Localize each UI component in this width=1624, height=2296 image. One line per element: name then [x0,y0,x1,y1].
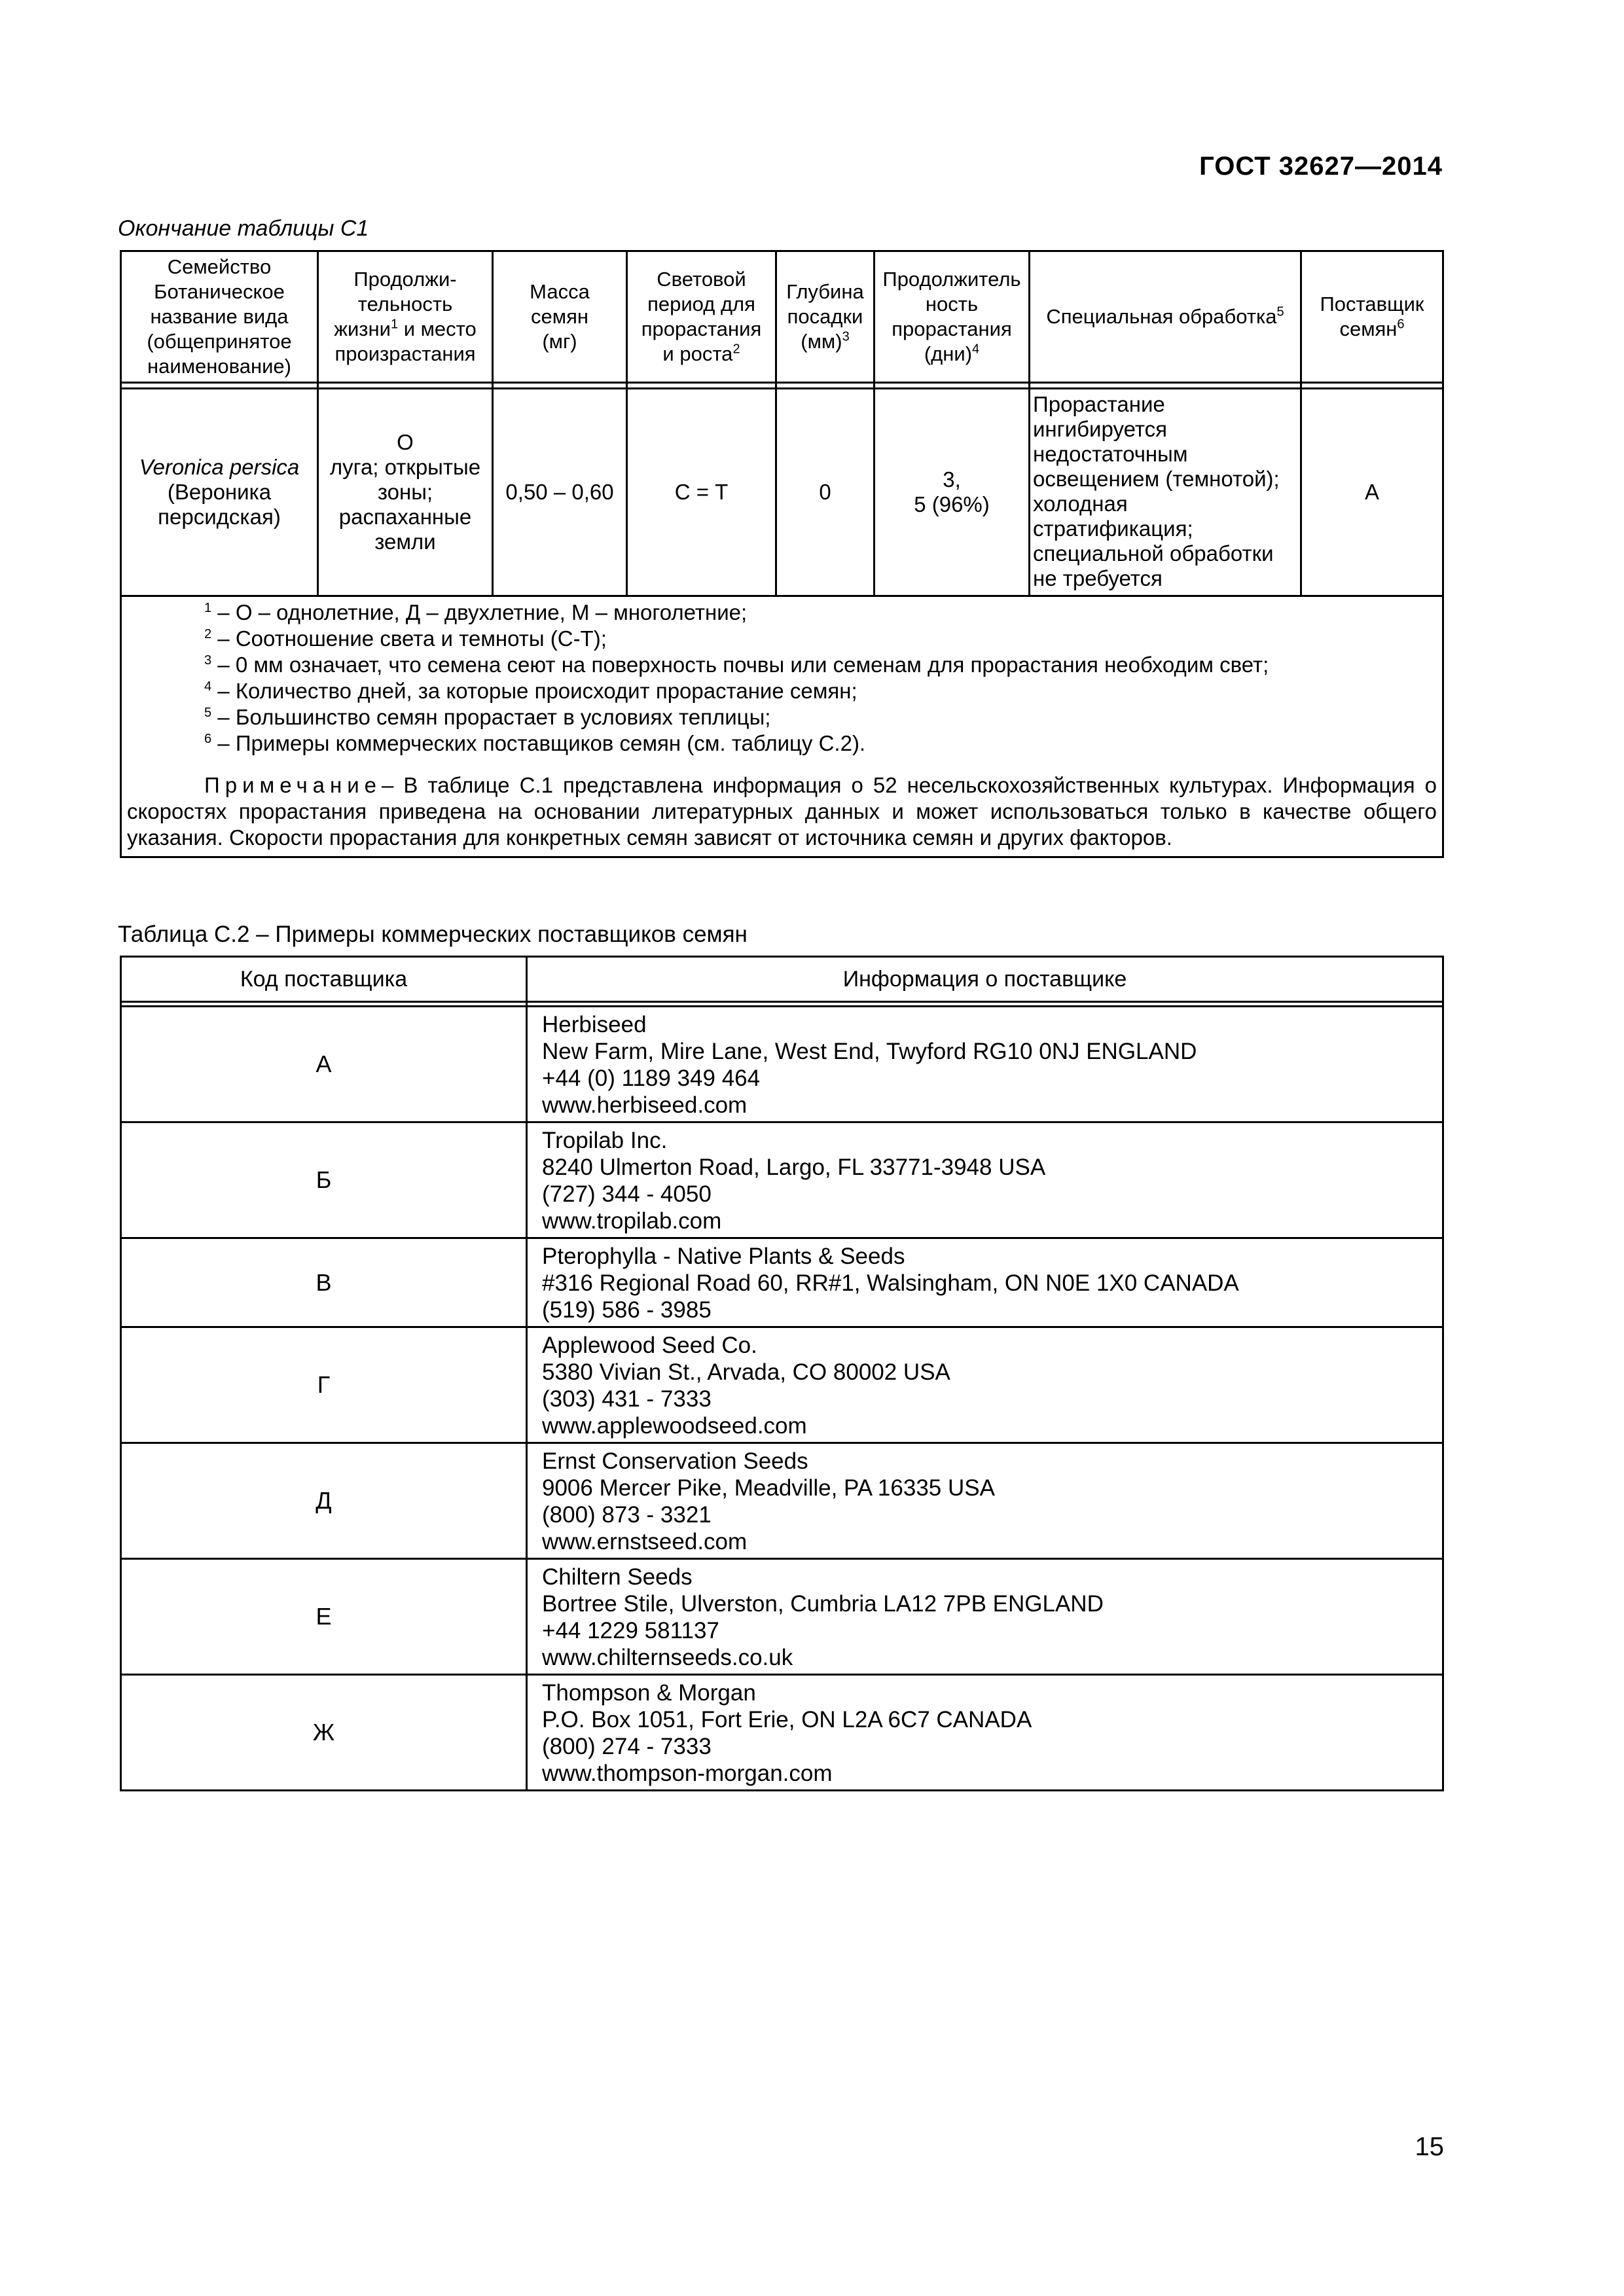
supplier-code: Е [121,1559,527,1675]
supplier-info: Tropilab Inc. 8240 Ulmerton Road, Largo, FL 33771-3948 USA (727) 344 - 4050 www.tropilab.com [527,1122,1443,1238]
note-label: Примечание [204,773,382,797]
header-supplier-code: Код поставщика [121,957,527,1002]
supplier-info: Chiltern Seeds Bortree Stile, Ulverston, Cumbria LA12 7PB ENGLAND +44 1229 581137 www.chilternseeds.co.uk [527,1559,1443,1675]
supplier-code: Б [121,1122,527,1238]
header-planting-depth: Глубина посадки (мм)$^3$ [776,251,875,383]
header-life-duration: Продолжи- тельность жизни$^1$ и место произрастания [318,251,493,383]
cell-light-period: С = Т [627,389,776,596]
table-c1-header-row [121,251,1443,383]
cell-seed-mass: 0,50 – 0,60 [493,389,627,596]
footnote: $^2$ – Соотношение света и темноты (С-Т); [204,626,607,651]
table-c1-caption: Окончание таблицы С1 [118,216,369,241]
footnote: $^3$ – 0 мм означает, что семена сеют на поверхность почвы или семенам для прорастания необходим свет; [204,653,1269,677]
table-row [121,1122,1443,1238]
table-row [121,1559,1443,1675]
supplier-info: Pterophylla - Native Plants & Seeds #316 Regional Road 60, RR#1, Walsingham, ON N0E 1X0 CANADA (519) 586 - 3985 [527,1238,1443,1327]
header-seed-mass: Масса семян (мг) [493,251,627,383]
footnote: $^4$ – Количество дней, за которые происходит прорастание семян; [204,679,857,703]
supplier-code: Ж [121,1675,527,1791]
table-c2-caption: Таблица С.2 – Примеры коммерческих поставщиков семян [118,922,748,947]
cell-germination-duration: 3, 5 (96%) [875,389,1030,596]
supplier-info: Ernst Conservation Seeds 9006 Mercer Pike, Meadville, PA 16335 USA (800) 873 - 3321 www.ernstseed.com [527,1443,1443,1559]
table-row [121,1238,1443,1327]
table-row [121,1675,1443,1791]
cell-life-duration: О луга; открытые зоны; распаханные земли [318,389,493,596]
table-row [121,1007,1443,1122]
supplier-code: Д [121,1443,527,1559]
table-note [127,772,1437,851]
document-code: ГОСТ 32627—2014 [1199,152,1443,181]
header-light-period: Световой период для прорастания и роста$^2$ [627,251,776,383]
supplier-code: А [121,1007,527,1122]
table-c2-header-row [121,957,1443,1002]
cell-special-treatment: Прорастание ингибируется недостаточным освещением (темнотой); холодная стратификация; специальной обработки не требуется [1030,389,1301,596]
footnote: $^1$ – О – однолетние, Д – двухлетние, М – многолетние; [204,600,748,624]
supplier-info: Thompson & Morgan P.O. Box 1051, Fort Erie, ON L2A 6C7 CANADA (800) 274 - 7333 www.thompson-morgan.com [527,1675,1443,1791]
supplier-info: Herbiseed New Farm, Mire Lane, West End, Twyford RG10 0NJ ENGLAND +44 (0) 1189 349 464 www.herbiseed.com [527,1007,1443,1122]
note-text: – В таблице С.1 представлена информация о 52 несельскохозяйственных культурах. Информация о скоростях прорастания приведена на основании литературных данных и может использоваться только в качестве общего указания. Скорости прорастания для конкретных семян зависят от источника семян и других факторов. [127,773,1437,850]
supplier-code: Г [121,1327,527,1443]
table-row [121,1443,1443,1559]
supplier-code: В [121,1238,527,1327]
header-separator [121,1002,1443,1007]
header-special-treatment: Специальная обработка$^5$ [1030,251,1301,383]
cell-species: Veronica persica (Вероника персидская) [121,389,318,596]
table-c1 [120,250,1444,858]
footnotes-row [121,596,1443,857]
header-species: Семейство Ботаническое название вида (общепринятое наименование) [121,251,318,383]
header-germination-duration: Продолжитель ность прорастания (дни)$^4$ [875,251,1030,383]
header-seed-supplier: Поставщик семян$^6$ [1301,251,1443,383]
footnotes-cell [121,596,1443,857]
supplier-info: Applewood Seed Co. 5380 Vivian St., Arvada, CO 80002 USA (303) 431 - 7333 www.applewoodseed.com [527,1327,1443,1443]
page-number: 15 [1415,2132,1444,2161]
table-row [121,1327,1443,1443]
footnote: $^5$ – Большинство семян прорастает в условиях теплицы; [204,705,771,729]
cell-seed-supplier: А [1301,389,1443,596]
table-c2 [120,956,1444,1791]
footnote: $^6$ – Примеры коммерческих поставщиков семян (см. таблицу С.2). [204,731,866,755]
header-separator [121,383,1443,389]
header-supplier-info: Информация о поставщике [527,957,1443,1002]
table-row [121,389,1443,596]
cell-planting-depth: 0 [776,389,875,596]
